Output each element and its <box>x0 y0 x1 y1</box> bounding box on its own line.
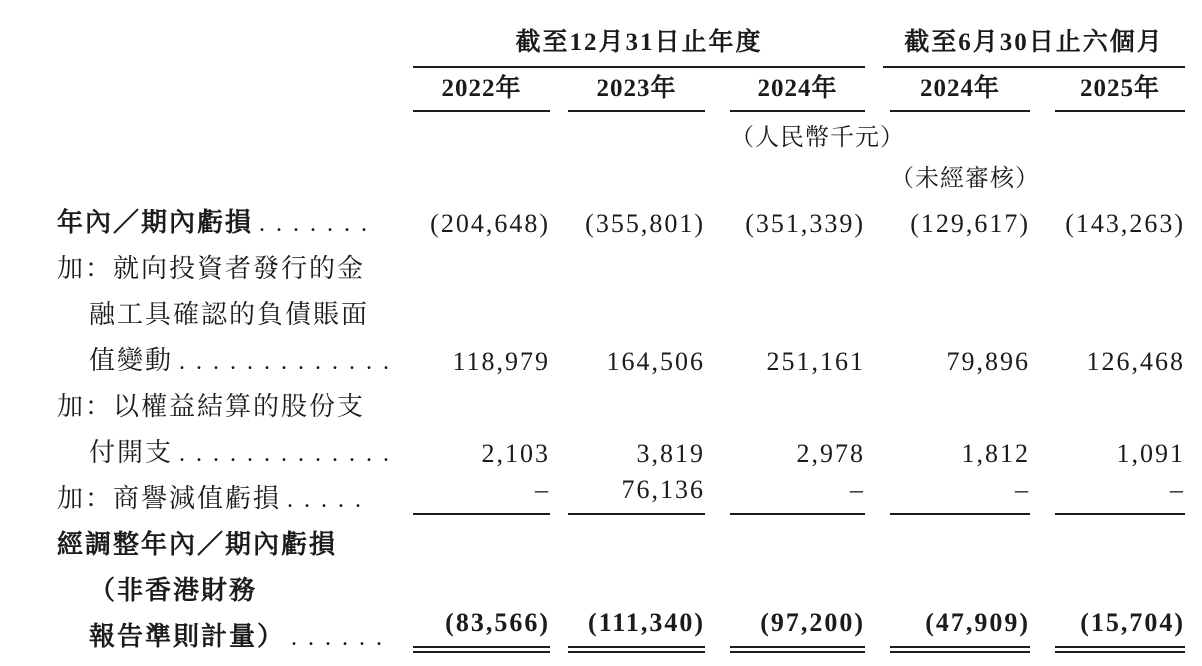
value-cell: 3,819 <box>636 439 705 468</box>
row-label: 年內／期內虧損 <box>57 208 254 237</box>
currency-unit-note: （人民幣千元） <box>730 125 905 151</box>
row-label: 融工具確認的負債賬面 <box>89 300 370 329</box>
row-label-cell <box>57 423 413 469</box>
dot-leader: ...... <box>291 625 394 651</box>
empty-cell <box>57 68 413 112</box>
period-group-interim: 截至6月30日止六個月 <box>883 22 1185 68</box>
value-cell: (129,617) <box>910 209 1031 238</box>
table-row-loss <box>57 193 1185 239</box>
value-cell: 126,468 <box>1086 347 1186 376</box>
year-header-fy2023: 2023年 <box>568 68 705 112</box>
value-cell: 251,161 <box>766 347 866 376</box>
empty-cell <box>57 6 413 68</box>
value-cell: (204,648) <box>430 209 550 238</box>
dot-leader: ............. <box>179 349 401 375</box>
unit-note-row <box>57 112 1185 152</box>
unaudited-note: （未經審核） <box>890 166 1041 192</box>
row-label-cell <box>57 331 413 377</box>
value-cell: (111,340) <box>568 608 705 653</box>
interim-group-cell <box>865 6 1185 68</box>
year-header-fy2024: 2024年 <box>730 68 865 112</box>
row-label: 加：商譽減值虧損 <box>57 484 282 513</box>
value-cell: – <box>730 475 865 515</box>
row-label-cell <box>57 239 1185 285</box>
dot-leader: ..... <box>287 487 373 513</box>
adjusted-loss-table <box>57 6 1185 653</box>
value-cell: 118,979 <box>452 347 550 376</box>
row-label: 經調整年內／期內虧損 <box>57 530 338 559</box>
row-label: 加：以權益結算的股份支 <box>57 392 366 421</box>
value-cell: (143,263) <box>1065 209 1186 238</box>
value-cell: (351,339) <box>745 209 866 238</box>
year-header-1h2025: 2025年 <box>1055 68 1185 112</box>
row-label-cell <box>57 561 1185 607</box>
row-label-cell <box>57 285 1185 331</box>
table-row-label-line <box>57 377 1185 423</box>
value-cell: 76,136 <box>568 475 705 515</box>
row-label: 值變動 <box>89 346 174 375</box>
year-header-1h2024: 2024年 <box>890 68 1030 112</box>
unaudited-note-row <box>57 152 1185 193</box>
row-label-cell <box>57 377 1185 423</box>
value-cell: 164,506 <box>606 347 705 376</box>
table-row-label-line <box>57 561 1185 607</box>
table-row-goodwill-impairment <box>57 469 1185 515</box>
period-group-annual: 截至12月31日止年度 <box>413 22 865 68</box>
value-cell: 2,978 <box>796 439 866 468</box>
annual-group-cell <box>413 6 865 68</box>
row-label: （非香港財務 <box>89 576 258 605</box>
table-row-carrying-value-change <box>57 331 1185 377</box>
row-label: 加：就向投資者發行的金 <box>57 254 366 283</box>
value-cell: (355,801) <box>585 209 705 238</box>
value-cell: 1,091 <box>1116 439 1186 468</box>
row-label-cell <box>57 469 413 515</box>
table-row-label-line <box>57 285 1185 331</box>
value-cell: 2,103 <box>481 439 550 468</box>
value-cell: (47,909) <box>890 608 1030 653</box>
table-row-label-line <box>57 239 1185 285</box>
period-group-row <box>57 6 1185 68</box>
row-label-cell <box>57 515 1185 561</box>
row-label-cell <box>57 193 413 239</box>
value-cell: – <box>890 475 1030 515</box>
value-cell: – <box>413 475 550 515</box>
value-cell: 1,812 <box>961 439 1031 468</box>
row-label-cell <box>57 607 413 653</box>
table-row-adjusted-loss <box>57 607 1185 653</box>
table-row-label-line <box>57 515 1185 561</box>
year-header-fy2022: 2022年 <box>413 68 550 112</box>
value-cell: – <box>1055 475 1185 515</box>
dot-leader: ....... <box>259 211 379 237</box>
table-row-share-payment <box>57 423 1185 469</box>
row-label: 付開支 <box>89 438 174 467</box>
value-cell: (97,200) <box>730 608 865 653</box>
value-cell: 79,896 <box>946 347 1031 376</box>
year-header-row <box>57 68 1185 112</box>
value-cell: (15,704) <box>1055 608 1185 653</box>
row-label: 報告準則計量） <box>89 622 286 651</box>
dot-leader: ............. <box>179 441 401 467</box>
value-cell: (83,566) <box>413 608 550 653</box>
